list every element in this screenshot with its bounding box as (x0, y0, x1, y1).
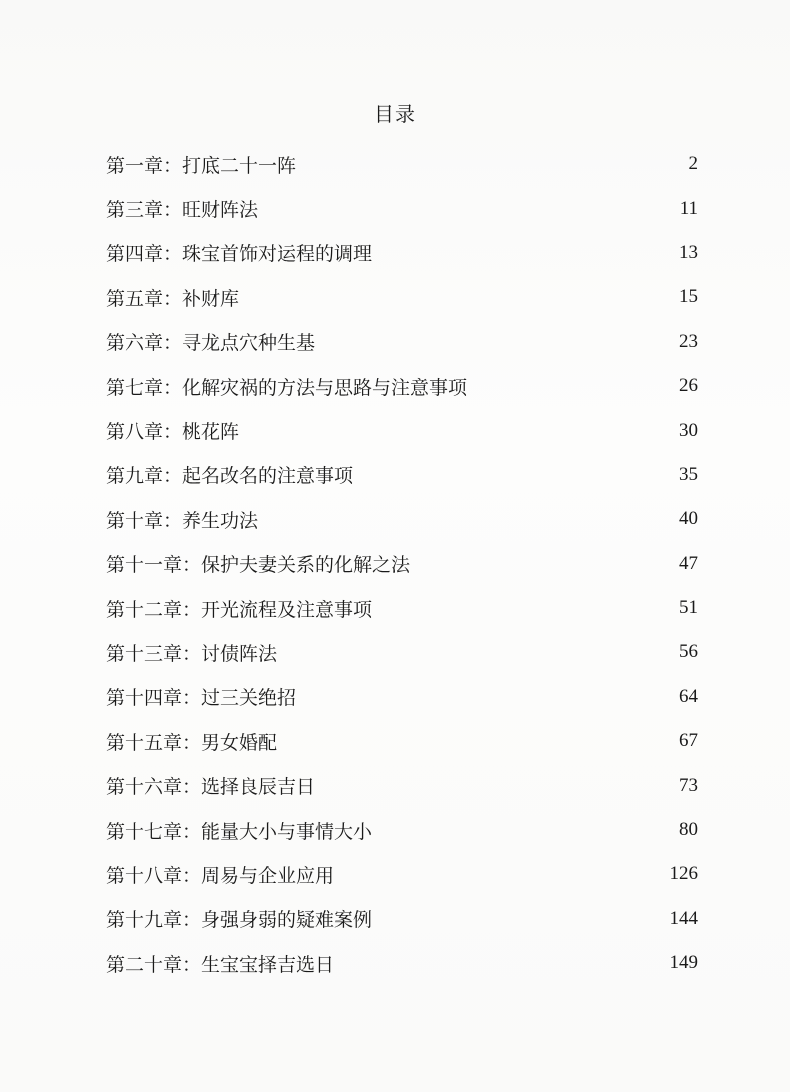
toc-entry-page: 40 (679, 508, 698, 530)
toc-entry-label: 第十八章：周易与企业应用 (106, 864, 335, 887)
toc-title: 目录 (374, 102, 416, 126)
toc-entry (106, 408, 698, 452)
toc-entry-label: 第十章：养生功法 (106, 509, 259, 532)
toc-entry-label: 第十一章：保护夫妻关系的化解之法 (106, 554, 411, 577)
toc-entry (106, 586, 698, 630)
toc-entry (106, 852, 698, 896)
toc-entry-label: 第一章：打底二十一阵 (106, 154, 297, 177)
toc-entry-label: 第十六章：选择良辰吉日 (106, 776, 316, 799)
toc-entry-label: 第十五章：男女婚配 (106, 731, 278, 754)
toc-entry-label: 第十三章：讨债阵法 (106, 642, 278, 665)
toc-entry-page: 67 (679, 730, 698, 752)
toc-entry-label: 第十四章：过三关绝招 (106, 687, 297, 710)
toc-entry (106, 941, 698, 985)
toc-entry (106, 542, 698, 586)
toc-entry (106, 719, 698, 763)
toc-entry-label: 第十二章：开光流程及注意事项 (106, 598, 373, 621)
toc-entry-page: 11 (679, 197, 698, 219)
toc-entry-page: 56 (679, 641, 698, 663)
table-of-contents (106, 142, 698, 985)
toc-entry (106, 675, 698, 719)
toc-entry-page: 144 (669, 907, 698, 929)
toc-entry-page: 30 (679, 419, 698, 441)
toc-entry-label: 第五章：补财库 (106, 287, 240, 310)
toc-entry-page: 35 (679, 463, 698, 485)
toc-entry-label: 第六章：寻龙点穴种生基 (106, 332, 316, 355)
toc-entry-page: 23 (679, 330, 698, 352)
toc-entry-page: 2 (688, 153, 698, 175)
toc-entry-page: 47 (679, 552, 698, 574)
toc-entry (106, 186, 698, 230)
toc-entry-page: 26 (679, 375, 698, 397)
toc-entry-label: 第七章：化解灾祸的方法与思路与注意事项 (106, 376, 468, 399)
toc-entry (106, 497, 698, 541)
toc-entry (106, 142, 698, 186)
toc-entry (106, 275, 698, 319)
toc-entry (106, 320, 698, 364)
toc-entry (106, 763, 698, 807)
toc-entry-label: 第三章：旺财阵法 (106, 199, 259, 222)
toc-entry-label: 第九章：起名改名的注意事项 (106, 465, 354, 488)
toc-entry-label: 第十七章：能量大小与事情大小 (106, 820, 373, 843)
toc-entry-label: 第四章：珠宝首饰对运程的调理 (106, 243, 373, 266)
toc-entry (106, 364, 698, 408)
toc-entry (106, 808, 698, 852)
toc-entry-page: 15 (679, 286, 698, 308)
toc-entry-page: 126 (669, 863, 698, 885)
toc-entry-page: 13 (679, 241, 698, 263)
toc-entry-page: 149 (669, 952, 698, 974)
toc-entry (106, 897, 698, 941)
toc-entry-label: 第八章：桃花阵 (106, 421, 240, 444)
toc-entry (106, 630, 698, 674)
toc-entry-page: 73 (679, 774, 698, 796)
toc-entry (106, 453, 698, 497)
toc-entry-page: 80 (679, 819, 698, 841)
toc-entry-label: 第二十章：生宝宝择吉选日 (106, 953, 335, 976)
toc-entry-label: 第十九章：身强身弱的疑难案例 (106, 909, 373, 932)
toc-entry (106, 231, 698, 275)
toc-entry-page: 64 (679, 685, 698, 707)
toc-entry-page: 51 (679, 597, 698, 619)
